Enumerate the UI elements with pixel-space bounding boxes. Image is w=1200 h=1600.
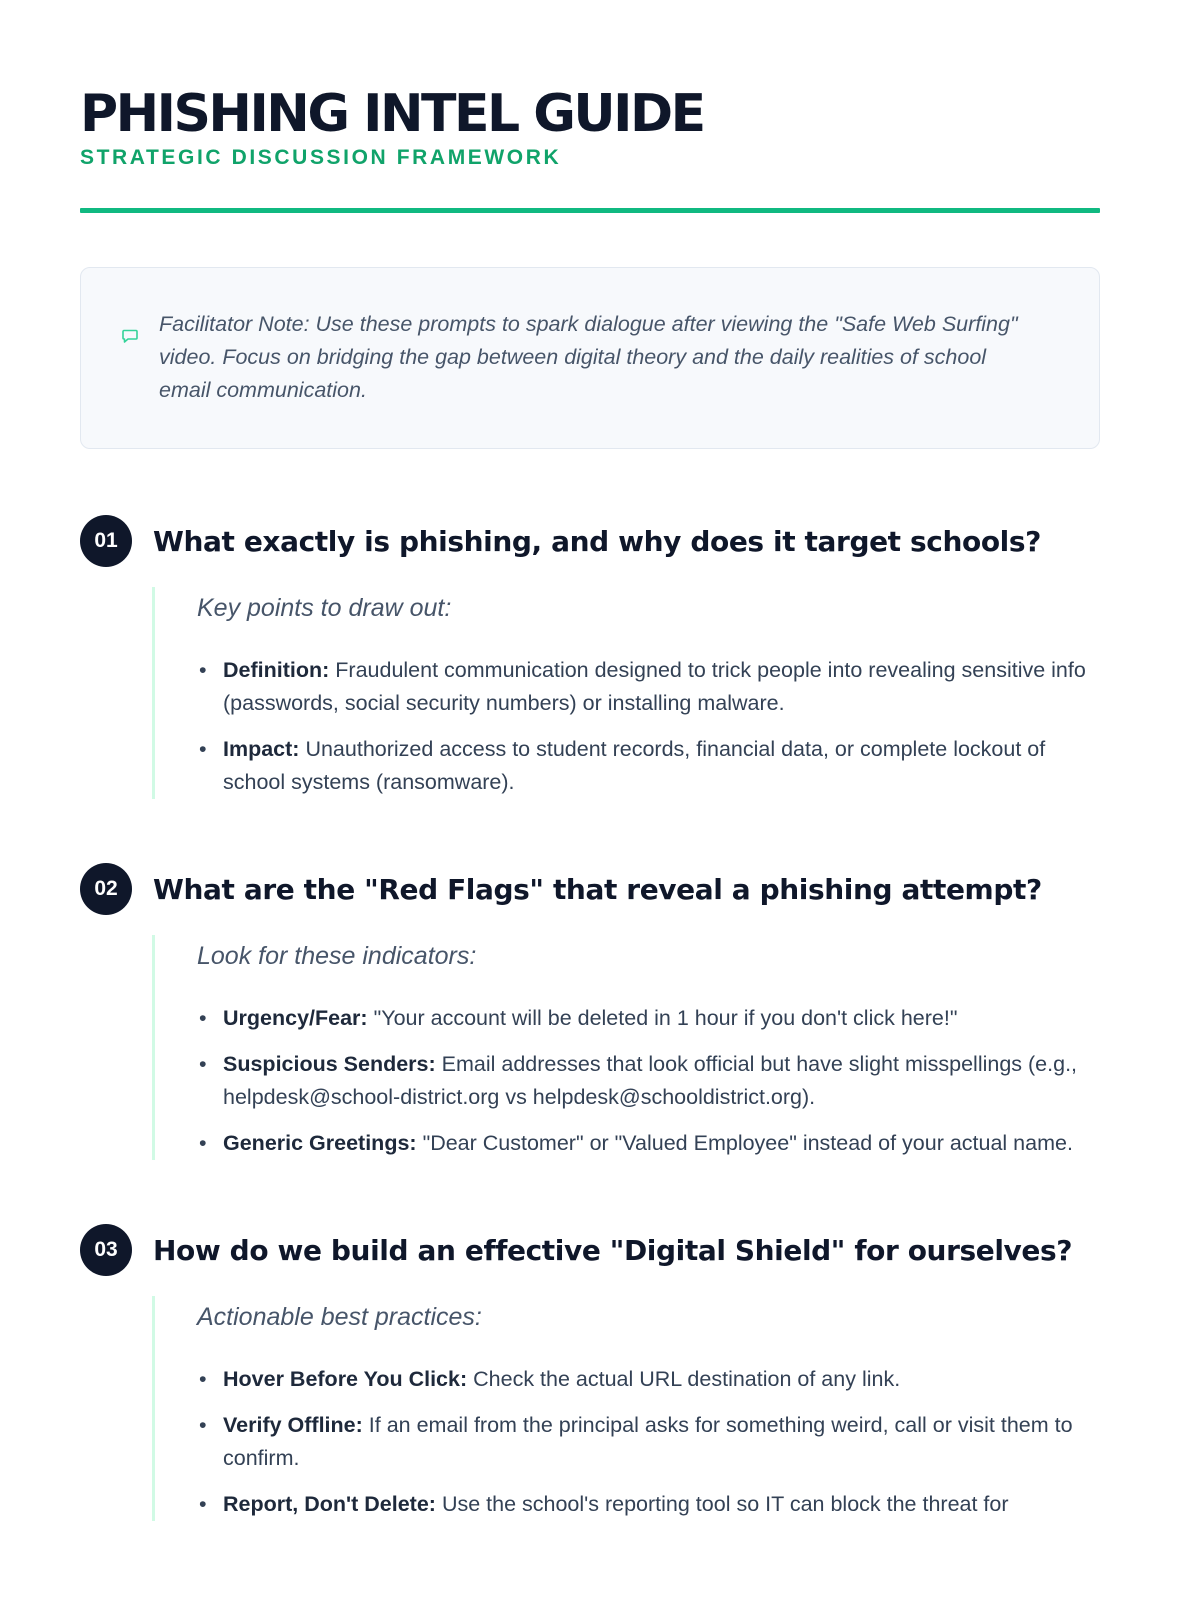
list-item: • Report, Don't Delete: Use the school's reporting tool so IT can block the threat for (199, 1492, 1009, 1516)
point-term: Verify Offline: (223, 1413, 363, 1437)
key-points-list (197, 1002, 1100, 1160)
list-item: • Urgency/Fear: "Your account will be deleted in 1 hour if you don't click here!" (199, 1006, 958, 1030)
question-header (80, 515, 1100, 567)
question-heading: What are the "Red Flags" that reveal a phishing attempt? (153, 872, 1042, 906)
question-header (80, 863, 1100, 915)
point-term: Impact: (223, 737, 300, 761)
question-section-2 (80, 863, 1100, 1160)
point-term: Suspicious Senders: (223, 1052, 436, 1076)
question-header (80, 1224, 1100, 1276)
point-term: Definition: (223, 658, 330, 682)
point-term: Urgency/Fear: (223, 1006, 368, 1030)
page-title: PHISHING INTEL GUIDE (80, 84, 704, 144)
question-intro: Key points to draw out: (197, 594, 452, 622)
key-points-list (197, 1363, 1100, 1521)
point-term: Generic Greetings: (223, 1131, 417, 1155)
question-intro: Actionable best practices: (197, 1303, 482, 1331)
point-text: Unauthorized access to student records, financial data, or complete lockout of school systems (ransomware). (223, 737, 1046, 794)
question-section-1 (80, 515, 1100, 799)
question-body (152, 935, 1100, 1160)
key-points-list (197, 654, 1100, 799)
question-number-badge: 01 (80, 515, 132, 567)
question-heading: What exactly is phishing, and why does it target schools? (153, 524, 1041, 558)
point-term: Hover Before You Click: (223, 1367, 468, 1391)
question-section-3 (80, 1224, 1100, 1521)
question-number-badge: 03 (80, 1224, 132, 1276)
question-body (152, 587, 1100, 799)
list-item: • Hover Before You Click: Check the actual URL destination of any link. (199, 1367, 901, 1391)
chat-bubble-icon (121, 327, 139, 345)
list-item: • Definition: Fraudulent communication designed to trick people into revealing sensitive info (passwords, social security numbers) or installing malware. (199, 658, 1086, 715)
point-text: Email addresses that look official but have slight misspellings (e.g., helpdesk@school-district.org vs helpdesk@schooldistrict.org). (223, 1052, 1078, 1109)
list-item: • Suspicious Senders: Email addresses that look official but have slight misspellings (e.g., helpdesk@school-district.org vs helpdesk@schooldistrict.org). (199, 1052, 1078, 1109)
facilitator-note (80, 267, 1100, 449)
question-number-badge: 02 (80, 863, 132, 915)
facilitator-note-text: Facilitator Note: Use these prompts to spark dialogue after viewing the "Safe Web Surfing" video. Focus on bridging the gap between digital theory and the daily realities of school email communication. (159, 312, 1018, 402)
point-text: Use the school's reporting tool so IT can block the threat for (441, 1492, 1009, 1516)
list-item: • Impact: Unauthorized access to student records, financial data, or complete lockout of school systems (ransomware). (199, 737, 1046, 794)
point-text: "Dear Customer" or "Valued Employee" instead of your actual name. (422, 1131, 1073, 1155)
page-subtitle: STRATEGIC DISCUSSION FRAMEWORK (80, 146, 562, 169)
question-intro: Look for these indicators: (197, 942, 477, 970)
point-text: Fraudulent communication designed to trick people into revealing sensitive info (passwords, social security numbers) or installing malware. (223, 658, 1086, 715)
point-text: If an email from the principal asks for something weird, call or visit them to confirm. (223, 1413, 1073, 1470)
title-divider (80, 208, 1100, 213)
point-term: Report, Don't Delete: (223, 1492, 436, 1516)
question-body (152, 1296, 1100, 1521)
point-text: "Your account will be deleted in 1 hour if you don't click here!" (373, 1006, 958, 1030)
list-item: • Verify Offline: If an email from the principal asks for something weird, call or visit them to confirm. (199, 1413, 1073, 1470)
list-item: • Generic Greetings: "Dear Customer" or "Valued Employee" instead of your actual name. (199, 1131, 1073, 1155)
question-heading: How do we build an effective "Digital Shield" for ourselves? (153, 1233, 1073, 1267)
point-text: Check the actual URL destination of any link. (473, 1367, 901, 1391)
